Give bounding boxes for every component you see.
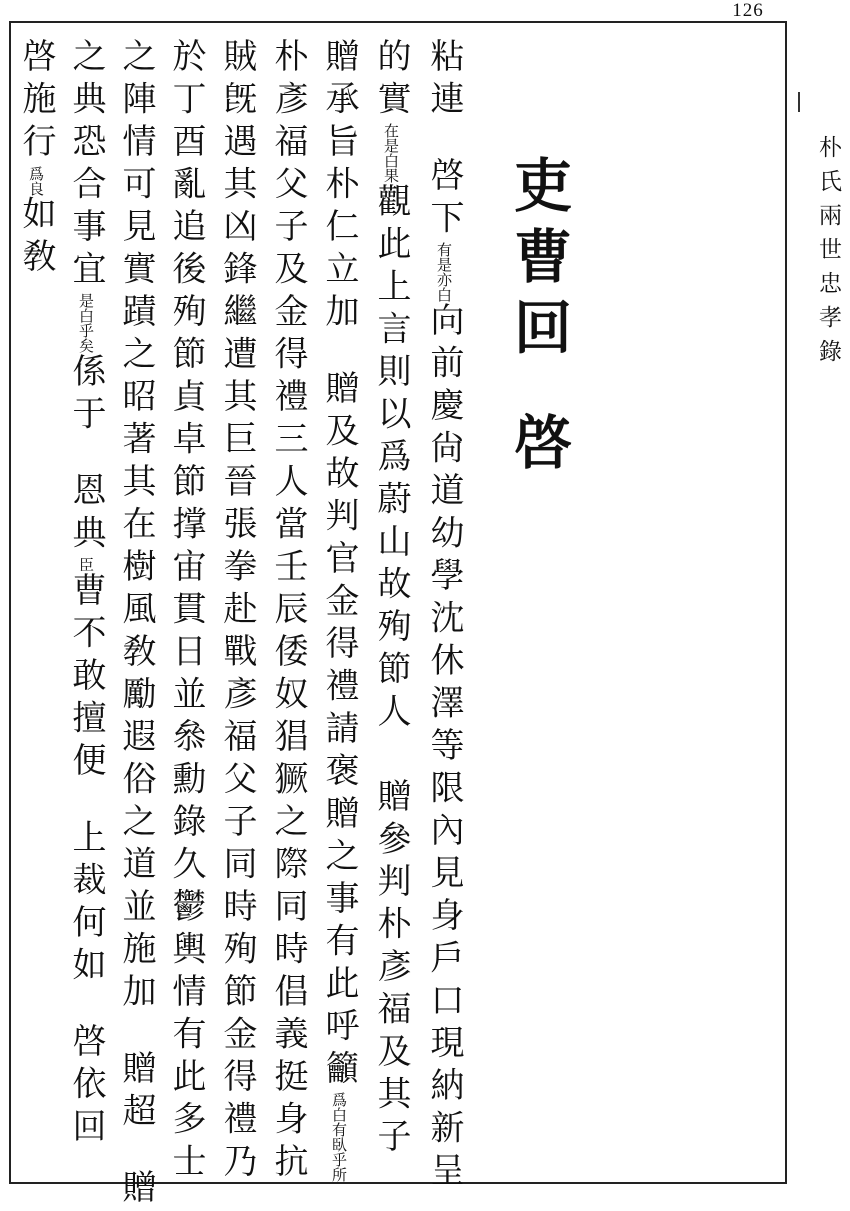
column-2-segment-3: 贈參判朴彥福及其子 — [365, 778, 417, 1161]
column-8-segment-2: 係于 — [66, 353, 106, 438]
column-8-annotation-2: 臣 — [77, 557, 95, 572]
column-8-segment-6: 啓依回 — [60, 1023, 112, 1151]
column-2-segment-1: 的實 — [371, 38, 411, 123]
text-column-6 — [160, 38, 212, 1186]
column-9-segment-2: 如敎 — [16, 196, 56, 281]
text-column-7 — [110, 38, 162, 1211]
column-8-segment-5: 上裁何如 — [60, 819, 112, 989]
column-3-segment-2: 贈及故判官金得禮請褒贈之事有此呼籲 — [313, 370, 365, 1093]
text-column-8 — [60, 38, 112, 1150]
column-9-annotation: 爲良 — [27, 166, 45, 196]
document-title — [498, 155, 578, 483]
column-8-segment-1: 之典恐合事宜 — [66, 38, 106, 293]
text-column-1 — [418, 38, 470, 1195]
text-column-4 — [262, 38, 314, 1186]
column-7-segment-1: 之陣情可見實蹟之昭著其在樹風敎勵遐俗之道並施加 — [116, 38, 156, 1016]
column-1-segment-1: 粘連 — [424, 38, 464, 123]
column-8-annotation: 是白乎矣 — [77, 293, 95, 353]
column-8-segment-4: 曹不敢擅便 — [66, 572, 106, 785]
text-column-5 — [211, 38, 263, 1186]
margin-mark — [798, 92, 800, 112]
running-header-title: 朴氏兩世忠孝錄 — [808, 135, 848, 373]
column-4-text: 朴彥福父子及金得禮三人當壬辰倭奴猖獗之際同時倡義挺身抗 — [268, 38, 308, 1186]
column-5-text: 賊旣遇其凶鋒繼遭其巨晉張拳赴戰彥福父子同時殉節金得禮乃 — [217, 38, 257, 1186]
column-2-annotation: 在是白果 — [382, 123, 400, 183]
text-column-9 — [10, 38, 62, 281]
text-column-3 — [313, 38, 365, 1182]
column-1-segment-3: 向前慶尙道幼學沈休澤等限內見身戶口現納新呈 — [424, 302, 464, 1195]
column-6-text: 於丁酉亂追後殉節貞卓節撑宙貫日並叅勳錄久鬱輿情有此多士 — [166, 38, 206, 1186]
column-8-segment-3: 恩典 — [60, 472, 112, 557]
title-part-1: 吏曹回 — [504, 155, 572, 368]
column-7-segment-3: 贈 — [110, 1169, 162, 1211]
column-2-segment-2: 觀此上言則以爲蔚山故殉節人 — [371, 183, 411, 736]
column-1-annotation: 有是亦白 — [435, 242, 453, 302]
column-3-annotation: 爲白有臥乎所 — [330, 1092, 348, 1182]
page-number: 126 — [718, 0, 778, 22]
title-part-2: 啓 — [498, 412, 578, 483]
column-1-segment-2: 啓下 — [418, 157, 470, 242]
text-column-2 — [365, 38, 417, 1160]
column-9-segment-1: 啓施行 — [16, 38, 56, 166]
column-3-segment-1: 贈承旨朴仁立加 — [319, 38, 359, 336]
column-7-segment-2: 贈超 — [110, 1050, 162, 1135]
